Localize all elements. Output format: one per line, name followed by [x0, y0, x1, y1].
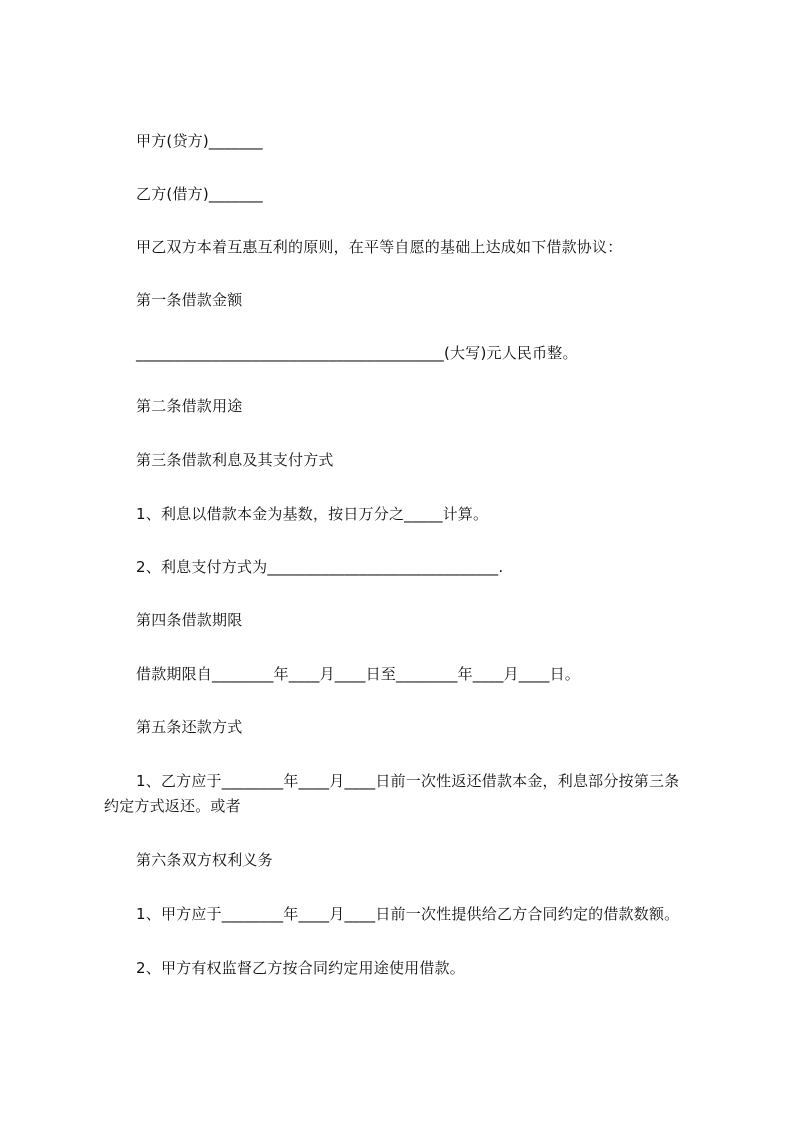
- lender-supervision-clause: 2、甲方有权监督乙方按合同约定用途使用借款。: [136, 959, 465, 977]
- article-6-heading: 第六条双方权利义务: [136, 851, 273, 869]
- article-2-heading: 第二条借款用途: [136, 397, 243, 415]
- party-b-line: 乙方(借方)_______: [136, 185, 263, 203]
- loan-term-clause: 借款期限自________年____月____日至________年____月____日。: [136, 665, 581, 683]
- lender-obligation-clause: 1、甲方应于________年____月____日前一次性提供给乙方合同约定的借款数额。: [136, 905, 680, 923]
- preamble-text: 甲乙双方本着互惠互利的原则，在平等自愿的基础上达成如下借款协议：: [136, 238, 623, 256]
- party-a-line: 甲方(贷方)_______: [136, 132, 263, 150]
- article-3-heading: 第三条借款利息及其支付方式: [136, 451, 334, 469]
- interest-rate-clause: 1、利息以借款本金为基数，按日万分之_____计算。: [136, 505, 489, 523]
- article-1-heading: 第一条借款金额: [136, 291, 243, 309]
- interest-payment-clause: 2、利息支付方式为______________________________.: [136, 558, 504, 576]
- repayment-clause-line-1: 1、乙方应于________年____月____日前一次性返还借款本金，利息部分按第三条: [136, 772, 680, 790]
- article-4-heading: 第四条借款期限: [136, 611, 243, 629]
- loan-amount-line: ________________________________________(大写)元人民币整。: [136, 344, 578, 362]
- article-5-heading: 第五条还款方式: [136, 718, 243, 736]
- repayment-clause-line-2: 约定方式返还。或者: [104, 797, 241, 815]
